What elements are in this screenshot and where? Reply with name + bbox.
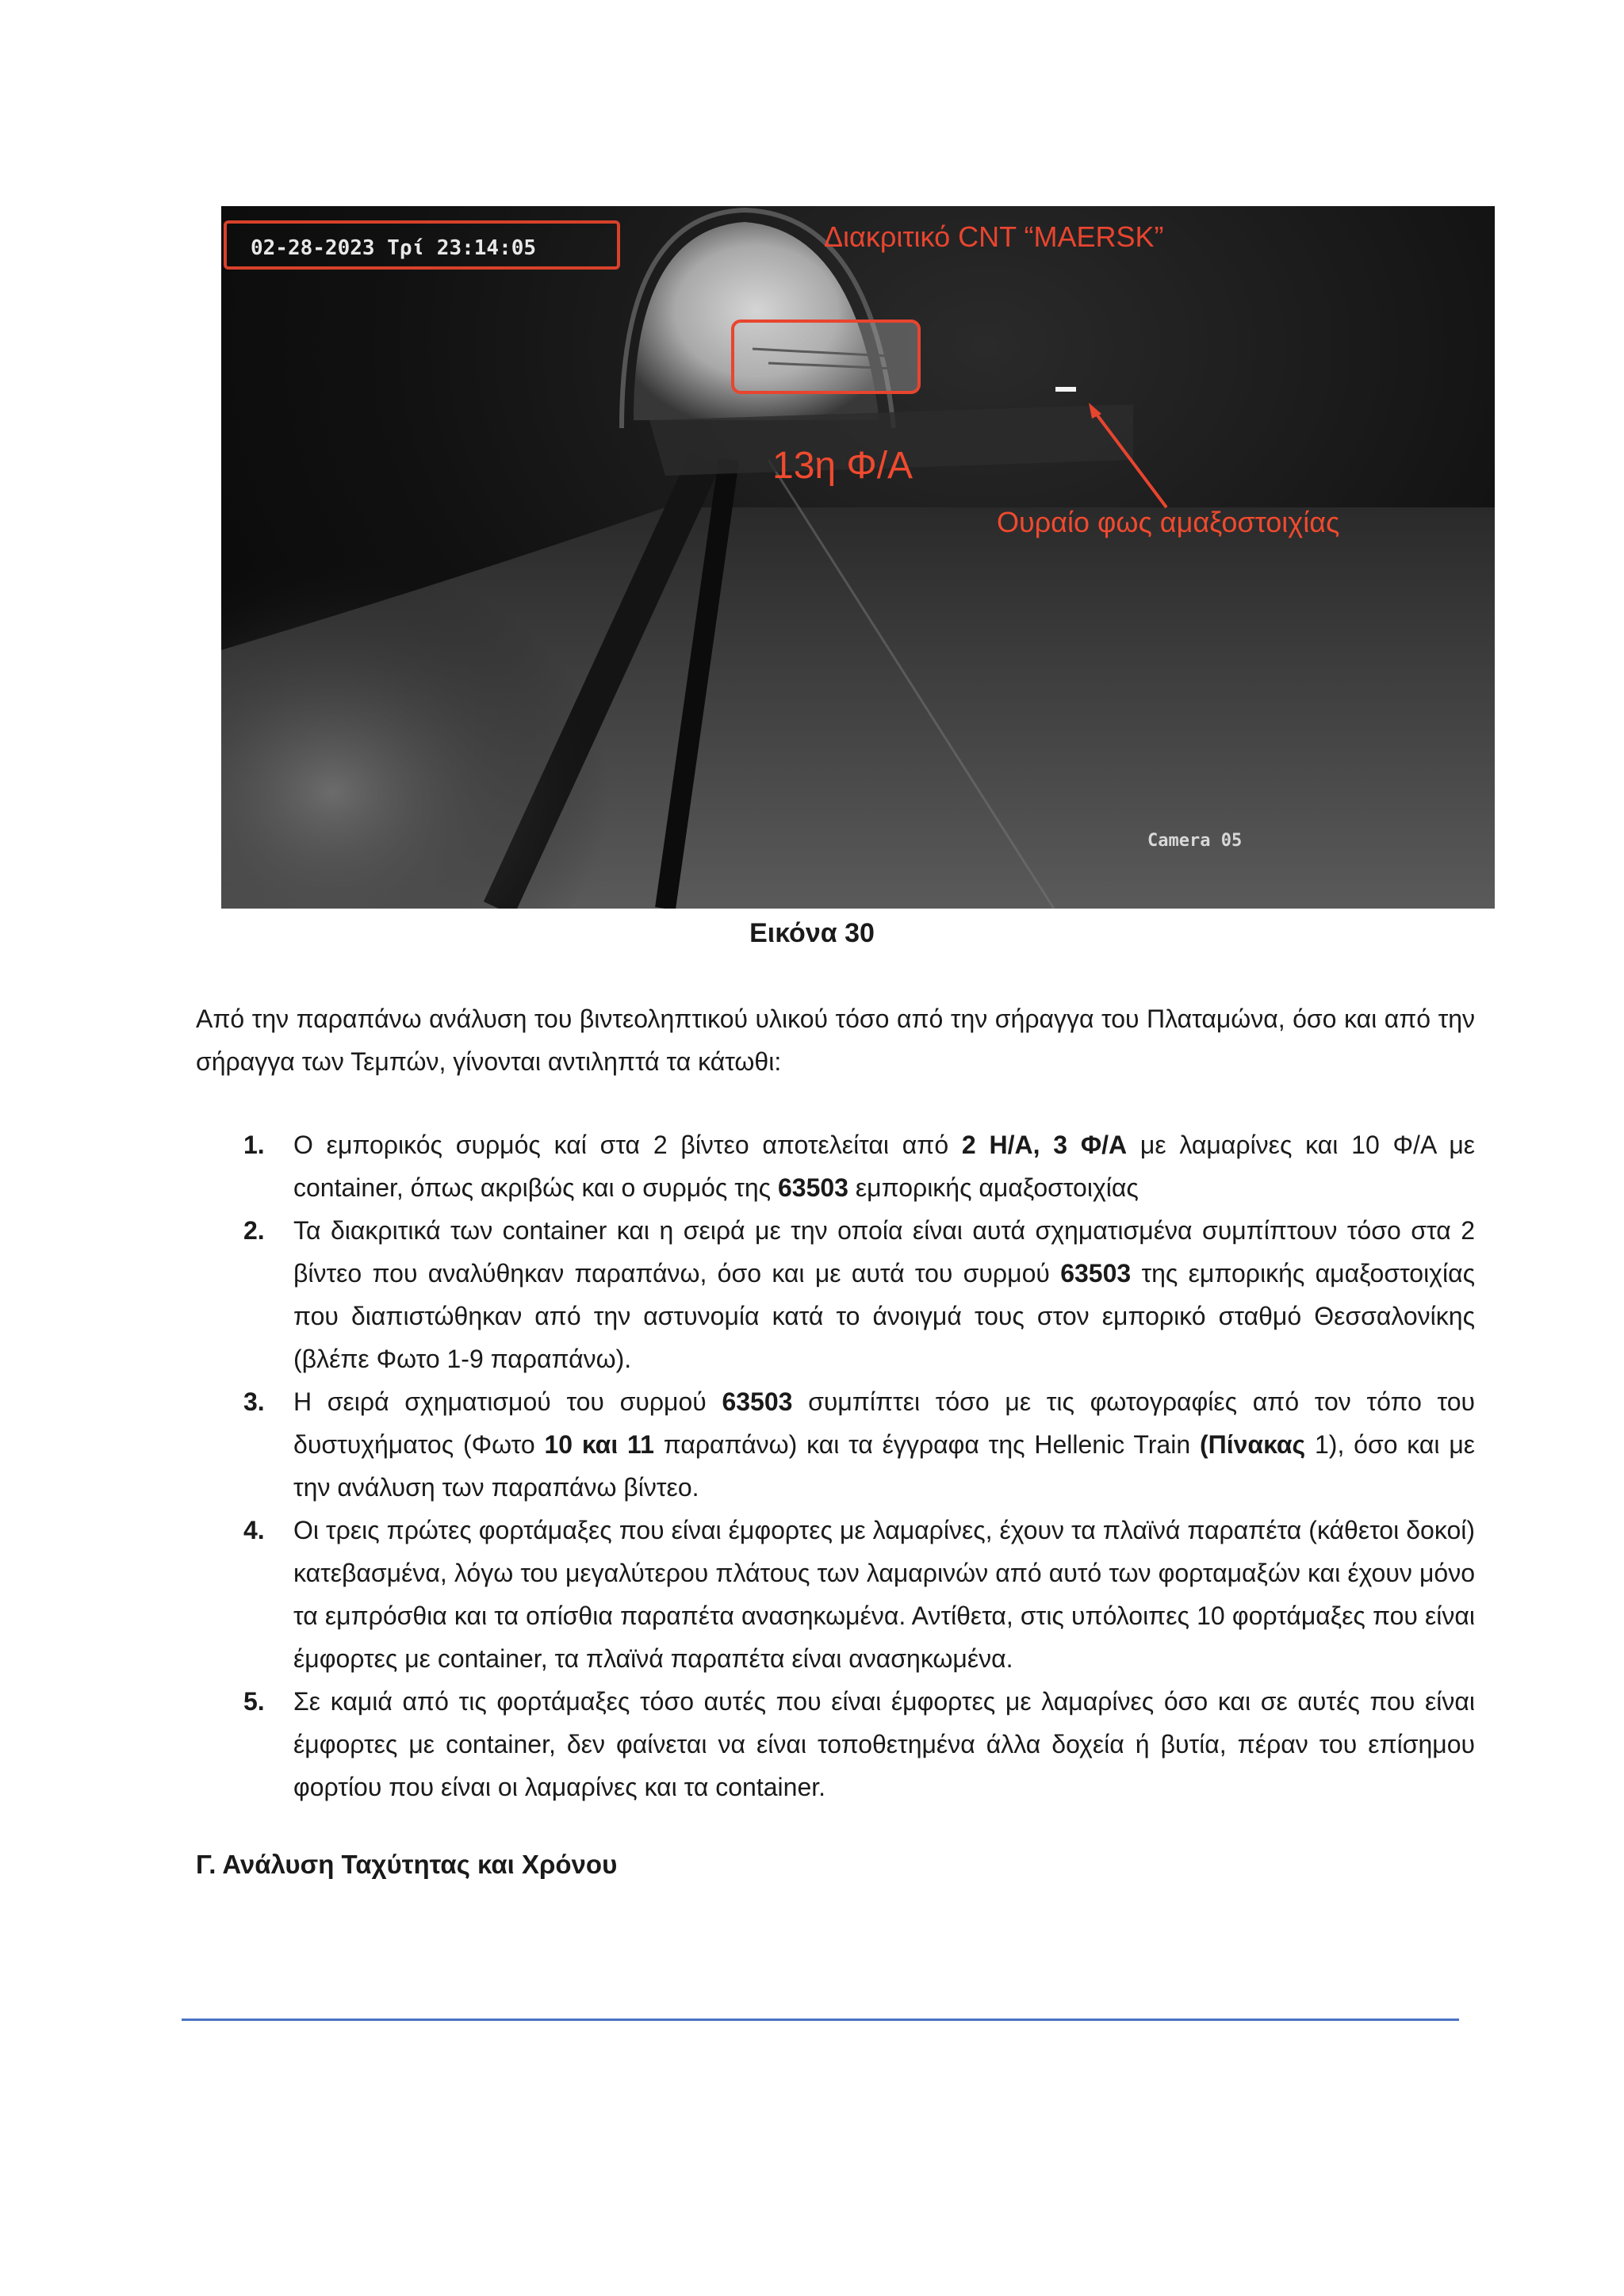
item-text: Η σειρά σχηματισμού του συρμού — [293, 1387, 722, 1416]
item-bold: 10 και 11 — [544, 1430, 654, 1459]
vegetation-fog — [221, 444, 776, 909]
item-text: Ο εμπορικός συρμός καί στα 2 βίντεο αποτελείται από — [293, 1131, 962, 1159]
item-bold: 2 Η/Α, 3 Φ/Α — [961, 1131, 1128, 1159]
list-item — [196, 1680, 1475, 1808]
timestamp-box — [224, 220, 620, 270]
list-number: 3. — [243, 1387, 265, 1416]
item-text: Οι τρεις πρώτες φορτάμαξες που είναι έμφορτες με λαμαρίνες, έχουν τα πλαϊνά παραπέτα (κάθετοι δοκοί) κατεβασμένα, λόγω του μεγαλύτερου πλάτους των λαμαρινών από αυτό των φορταμαξών και έχουν μόνο τα εμπρόσθια και τα οπίσθια παραπέτα ανασηκωμένα. Αντίθετα, στις υπόλοιπες 10 φορτάμαξες που είναι έμφορτες με container, τα πλαϊνά παραπέτα είναι ανασηκωμένα. — [293, 1516, 1475, 1673]
list-number: 1. — [243, 1131, 265, 1159]
list-number: 5. — [243, 1687, 265, 1716]
intro-paragraph: Από την παραπάνω ανάλυση του βιντεοληπτικού υλικού τόσο από την σήραγγα του Πλαταμώνα, όσο και από την σήραγγα των Τεμπών, γίνονται αντιληπτά τα κάτωθι: — [196, 1004, 1475, 1076]
list-item — [196, 1209, 1475, 1380]
item-bold: 63503 — [1060, 1259, 1132, 1288]
item-text: εμπορικής αμαξοστοιχίας — [848, 1173, 1139, 1202]
camera-label: Camera 05 — [1147, 831, 1243, 851]
cctv-figure — [221, 206, 1495, 909]
tail-light-label: Ουραίο φως αμαξοστοιχίας — [997, 506, 1340, 538]
item-bold: 63503 — [777, 1173, 848, 1202]
item-text: συμπίπτει τόσο με τις φωτογραφίες από τον τόπο του δυστυχήματος (Φωτο — [293, 1387, 1476, 1459]
item-text: παραπάνω) και τα έγγραφα της Hellenic Train — [653, 1430, 1200, 1459]
item-bold: (Πίνακας — [1199, 1430, 1306, 1459]
cnt-label: Διακριτικό CNT “MAERSK” — [824, 220, 1164, 253]
cctv-scene — [221, 206, 1495, 909]
list-item — [196, 1380, 1475, 1509]
item-text: 1), όσο και με την ανάλυση των παραπάνω βίντεο. — [293, 1430, 1476, 1502]
list-number: 4. — [243, 1516, 265, 1544]
wagon-label: 13η Φ/Α — [772, 445, 914, 487]
findings-list — [196, 1123, 1475, 1808]
tail-light-mark — [1055, 387, 1076, 392]
list-number: 2. — [243, 1216, 265, 1245]
item-text: Τα διακριτικά των container και η σειρά με την οποία είναι αυτά σχηματισμένα συμπίπτουν τόσο στα 2 βίντεο που αναλύθηκαν παραπάνω, όσο και με αυτά του συρμού — [293, 1216, 1475, 1288]
item-bold: 63503 — [722, 1387, 793, 1416]
footer-rule — [182, 2019, 1459, 2021]
list-item — [196, 1123, 1475, 1209]
list-item — [196, 1509, 1475, 1680]
item-text: της εμπορικής αμαξοστοιχίας που διαπιστώθηκαν από την αστυνομία κατά το άνοιγμά τους στον εμπορικό σταθμό Θεσσαλονίκης (βλέπε Φωτο 1-9 παραπάνω). — [293, 1259, 1476, 1373]
item-text: Σε καμιά από τις φορτάμαξες τόσο αυτές που είναι έμφορτες με λαμαρίνες όσο και σε αυτές που είναι έμφορτες με container, δεν φαίνεται να είναι τοποθετημένα άλλα δοχεία ή βυτία, πέραν του επίσημου φορτίου που είναι οι λαμαρίνες και τα container. — [293, 1687, 1475, 1801]
section-heading: Γ. Ανάλυση Ταχύτητας και Χρόνου — [196, 1850, 618, 1879]
figure-caption: Εικόνα 30 — [749, 918, 875, 948]
item-text: με λαμαρίνες και 10 Φ/Α με container, όπως ακριβώς και ο συρμός της — [293, 1131, 1476, 1202]
timestamp: 02-28-2023 Τρί 23:14:05 — [251, 236, 537, 260]
